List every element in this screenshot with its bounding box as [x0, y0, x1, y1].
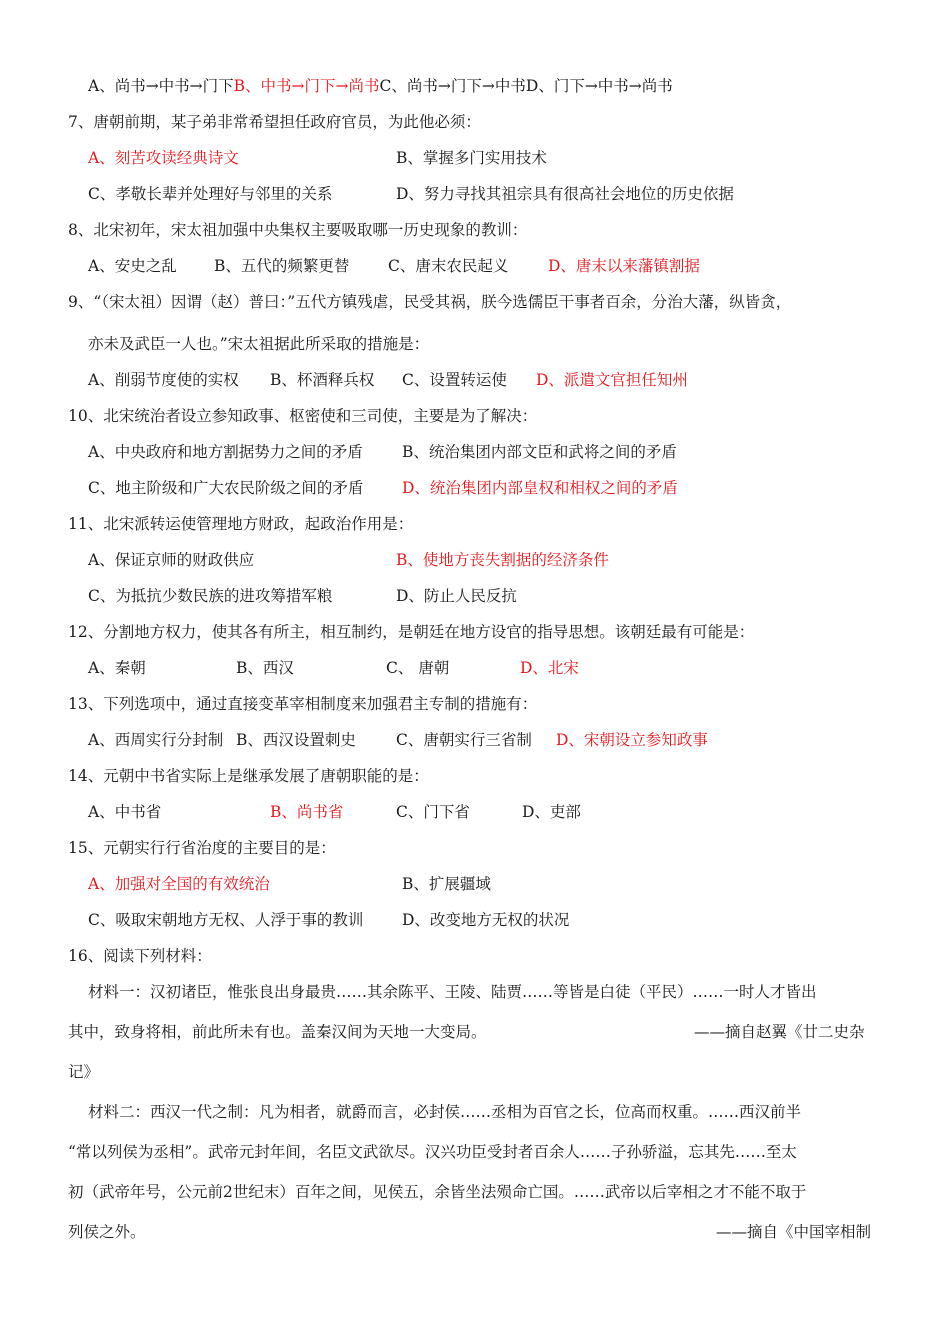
q16-material1-source-end: 记》 [68, 1063, 100, 1081]
q6-option-d: D、门下→中书→尚书 [525, 77, 673, 95]
q13-option-b: B、西汉设置刺史 [236, 731, 356, 749]
q6-option-b-answer: B、中书→门下→尚书 [233, 77, 380, 95]
q9-stem-line2: 亦未及武臣一人也。”宋太祖据此所采取的措施是： [88, 335, 430, 353]
q16-material2-line2: “常以列侯为丞相”。武帝元封年间，名臣文武欲尽。汉兴功臣受封者百余人……子孙骄溢，忘其先……至太 [68, 1143, 797, 1161]
q14-option-a: A、中书省 [88, 803, 162, 821]
q15-option-d: D、改变地方无权的状况 [402, 911, 570, 929]
q6-options-row [88, 76, 673, 96]
q13-option-d-answer: D、宋朝设立参知政事 [556, 731, 708, 749]
q9-stem-line1: 9、“（宋太祖）因谓（赵）普曰：”五代方镇残虐，民受其祸，朕今选儒臣干事者百余，分治大藩，纵皆贪， [68, 293, 792, 311]
q14-option-b-answer: B、尚书省 [270, 803, 344, 821]
q14-option-c: C、门下省 [396, 803, 470, 821]
q10-option-a: A、中央政府和地方割据势力之间的矛盾 [88, 443, 363, 461]
q16-material2-line3: 初（武帝年号，公元前2世纪末）百年之间，见侯五，余皆坐法殒命亡国。……武帝以后宰相之才不能不取于 [68, 1183, 807, 1201]
q7-option-c: C、孝敬长辈并处理好与邻里的关系 [88, 185, 333, 203]
q15-option-a-answer: A、加强对全国的有效统治 [88, 875, 270, 893]
q13-option-c: C、唐朝实行三省制 [396, 731, 532, 749]
q15-option-b: B、扩展疆域 [402, 875, 491, 893]
q11-option-a: A、保证京师的财政供应 [88, 551, 255, 569]
q8-option-c: C、唐末农民起义 [388, 257, 509, 275]
q13-option-a: A、西周实行分封制 [88, 731, 224, 749]
q10-stem: 10、北宋统治者设立参知政事、枢密使和三司使，主要是为了解决： [68, 407, 538, 425]
q7-option-d: D、努力寻找其祖宗具有很高社会地位的历史依据 [396, 185, 734, 203]
q15-stem: 15、元朝实行行省治度的主要目的是： [68, 839, 336, 857]
q11-option-d: D、防止人民反抗 [396, 587, 517, 605]
q9-option-d-answer: D、派遣文官担任知州 [536, 371, 688, 389]
q16-material1-line2: 其中，致身将相，前此所未有也。盖秦汉间为天地一大变局。 [68, 1023, 487, 1041]
q11-option-b-answer: B、使地方丧失割据的经济条件 [396, 551, 609, 569]
q10-option-b: B、统治集团内部文臣和武将之间的矛盾 [402, 443, 677, 461]
q12-option-c: C、 唐朝 [386, 659, 450, 677]
q11-option-c: C、为抵抗少数民族的进攻筹措军粮 [88, 587, 333, 605]
q12-option-a: A、秦朝 [88, 659, 146, 677]
q16-material1-source: ——摘自赵翼《廿二史杂 [694, 1023, 865, 1041]
q14-stem: 14、元朝中书省实际上是继承发展了唐朝职能的是： [68, 767, 429, 785]
q7-stem: 7、唐朝前期，某子弟非常希望担任政府官员，为此他必须： [68, 113, 481, 131]
q12-option-b: B、西汉 [236, 659, 294, 677]
q14-option-d: D、吏部 [522, 803, 581, 821]
q16-material2-line4: 列侯之外。 [68, 1223, 146, 1241]
q16-material2-line1: 材料二：西汉一代之制：凡为相者，就爵而言，必封侯……丞相为百官之长，位高而权重。……西汉前半 [88, 1103, 802, 1121]
q12-stem: 12、分割地方权力，使其各有所主，相互制约，是朝廷在地方设官的指导思想。该朝廷最有可能是： [68, 623, 755, 641]
q8-option-a: A、安史之乱 [88, 257, 177, 275]
q10-option-d-answer: D、统治集团内部皇权和相权之间的矛盾 [402, 479, 678, 497]
q15-option-c: C、吸取宋朝地方无权、人浮于事的教训 [88, 911, 364, 929]
q6-option-c: C、尚书→门下→中书 [379, 77, 526, 95]
q10-option-c: C、地主阶级和广大农民阶级之间的矛盾 [88, 479, 364, 497]
q13-stem: 13、下列选项中，通过直接变革宰相制度来加强君主专制的措施有： [68, 695, 538, 713]
q7-option-a-answer: A、刻苦攻读经典诗文 [88, 149, 239, 167]
q8-option-b: B、五代的频繁更替 [214, 257, 350, 275]
q8-option-d-answer: D、唐末以来藩镇割据 [548, 257, 700, 275]
q11-stem: 11、北宋派转运使管理地方财政，起政治作用是： [68, 515, 414, 533]
q9-option-a: A、削弱节度使的实权 [88, 371, 239, 389]
q16-material1-line1: 材料一：汉初诸臣，惟张良出身最贵……其余陈平、王陵、陆贾……等皆是白徒（平民）……一时人才皆出 [88, 983, 817, 1001]
q16-stem: 16、阅读下列材料： [68, 947, 212, 965]
q7-option-b: B、掌握多门实用技术 [396, 149, 547, 167]
q6-option-a: A、尚书→中书→门下 [88, 77, 234, 95]
q16-material2-source: ——摘自《中国宰相制 [716, 1223, 872, 1241]
q8-stem: 8、北宋初年，宋太祖加强中央集权主要吸取哪一历史现象的教训： [68, 221, 528, 239]
q12-option-d-answer: D、北宋 [520, 659, 579, 677]
q9-option-b: B、杯酒释兵权 [270, 371, 375, 389]
q9-option-c: C、设置转运使 [402, 371, 507, 389]
